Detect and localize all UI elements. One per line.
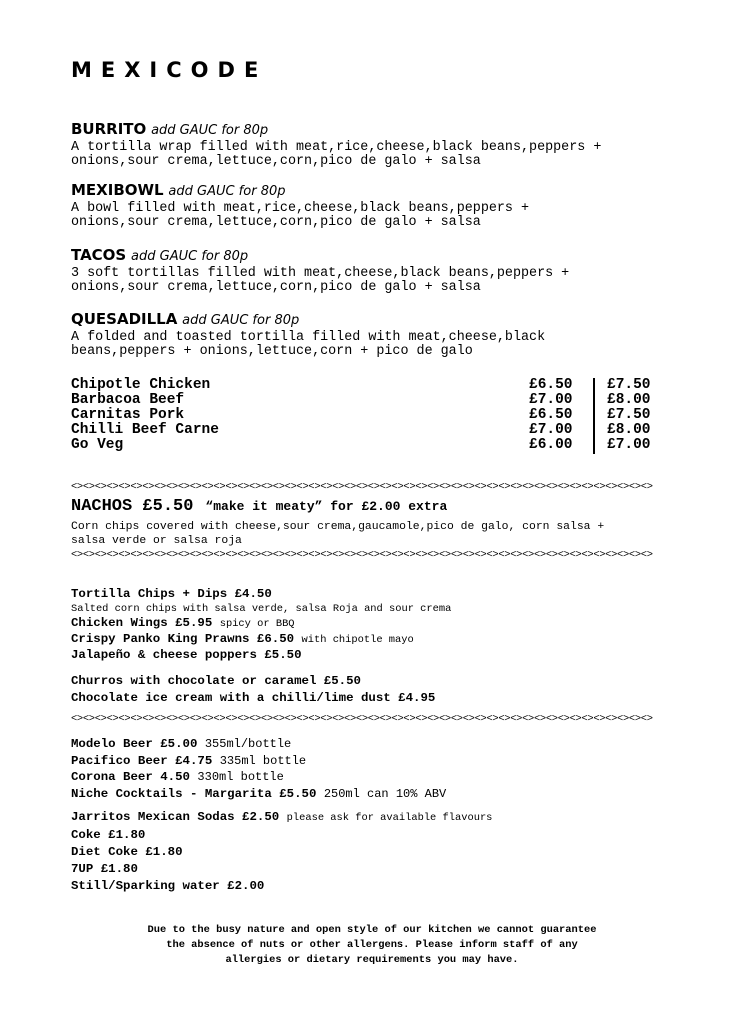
list-item <box>71 786 446 803</box>
section-name: QUESADILLA <box>71 310 178 328</box>
section-tacos <box>71 247 681 294</box>
item-name: Pacifico Beer £4.75 <box>71 753 213 768</box>
separator-line: <><><><><><><><><><><><><><><><><><><><><><><><><><><><><><><><><><><><><><><><><><><><><><><><><> <box>71 481 653 493</box>
filling-name: Chilli Beef Carne <box>71 422 219 438</box>
price-row <box>71 393 671 408</box>
item-note: please ask for available flavours <box>286 812 493 824</box>
sides-list <box>71 587 451 663</box>
item-name: Niche Cocktails - Margarita £5.50 <box>71 786 317 801</box>
filling-price-large: £7.50 <box>607 407 651 423</box>
item-note: with chipotle mayo <box>301 634 414 646</box>
section-heading <box>71 311 681 329</box>
section-addon: add GAUC for 80p <box>182 313 300 328</box>
list-item <box>71 827 492 844</box>
nachos-meaty-option: “make it meaty” for £2.00 extra <box>205 499 448 514</box>
section-description: A bowl filled with meat,rice,cheese,black beans,peppers + onions,sour crema,lettuce,corn,pico de galo + salsa <box>71 201 530 230</box>
list-item <box>71 861 492 878</box>
item-name: Crispy Panko King Prawns £6.50 <box>71 632 295 646</box>
item-name: Diet Coke £1.80 <box>71 845 183 859</box>
drinks-list <box>71 736 446 802</box>
filling-price-single: £6.50 <box>529 377 573 393</box>
price-row <box>71 438 671 453</box>
price-row <box>71 408 671 423</box>
section-description: A tortilla wrap filled with meat,rice,cheese,black beans,peppers + onions,sour crema,lettuce,corn,pico de galo + salsa <box>71 140 602 169</box>
nachos-heading <box>71 497 447 516</box>
list-item <box>71 602 451 616</box>
list-item <box>71 690 435 707</box>
list-item <box>71 769 446 786</box>
item-name: Jalapeño & cheese poppers £5.50 <box>71 648 302 662</box>
section-description: A folded and toasted tortilla filled with meat,cheese,black beans,peppers + onions,lettuce,corn + pico de galo <box>71 330 546 359</box>
list-item <box>71 736 446 753</box>
price-row <box>71 423 671 438</box>
section-heading <box>71 247 681 265</box>
section-addon: add GAUC for 80p <box>168 184 286 199</box>
list-item <box>71 632 451 648</box>
allergen-notice: Due to the busy nature and open style of our kitchen we cannot guarantee the absence of nuts or other allergens. Please inform staff of any allergies or dietary requirements you may have. <box>147 924 597 966</box>
section-quesadilla <box>71 311 681 358</box>
list-item <box>71 648 451 663</box>
desserts-list <box>71 673 435 707</box>
list-item <box>71 753 446 770</box>
filling-price-large: £8.00 <box>607 392 651 408</box>
section-name: MEXIBOWL <box>71 181 164 199</box>
filling-price-single: £7.00 <box>529 422 573 438</box>
item-note: Salted corn chips with salsa verde, salsa Roja and sour crema <box>71 603 452 615</box>
filling-price-single: £6.50 <box>529 407 573 423</box>
section-heading <box>71 121 681 139</box>
item-note: 335ml bottle <box>219 753 307 768</box>
list-item <box>71 616 451 632</box>
list-item <box>71 878 492 895</box>
filling-price-single: £7.00 <box>529 392 573 408</box>
price-row <box>71 378 671 393</box>
filling-price-large: £8.00 <box>607 422 651 438</box>
item-note: 355ml/bottle <box>204 737 292 751</box>
item-name: Still/Sparking water £2.00 <box>71 879 265 893</box>
filling-price-large: £7.50 <box>607 377 651 393</box>
filling-name: Chipotle Chicken <box>71 377 211 393</box>
nachos-description: Corn chips covered with cheese,sour crema,gaucamole,pico de galo, corn salsa + salsa verde or salsa roja <box>71 521 605 547</box>
item-note: 250ml can 10% ABV <box>323 786 447 801</box>
filling-price-large: £7.00 <box>607 437 651 453</box>
separator-line: <><><><><><><><><><><><><><><><><><><><><><><><><><><><><><><><><><><><><><><><><><><><><><><><><> <box>71 713 653 725</box>
item-note: spicy or BBQ <box>219 618 295 630</box>
soft-drinks-list <box>71 809 492 895</box>
filling-name: Go Veg <box>71 437 124 453</box>
section-description: 3 soft tortillas filled with meat,cheese,black beans,peppers + onions,sour crema,lettuce,corn,pico de galo + salsa <box>71 266 570 295</box>
item-note: 330ml bottle <box>197 770 284 784</box>
fillings-price-table <box>71 378 671 453</box>
list-item <box>71 844 492 861</box>
item-name: Tortilla Chips + Dips £4.50 <box>71 587 272 601</box>
menu-title: MEXICODE <box>71 58 268 82</box>
item-name: 7UP £1.80 <box>71 862 138 876</box>
list-item <box>71 809 492 827</box>
item-name: Chocolate ice cream with a chilli/lime dust £4.95 <box>71 691 436 705</box>
nachos-title: NACHOS £5.50 <box>71 497 194 516</box>
item-name: Modelo Beer £5.00 <box>71 737 198 751</box>
list-item <box>71 673 435 690</box>
separator-line: <><><><><><><><><><><><><><><><><><><><><><><><><><><><><><><><><><><><><><><><><><><><><><><><><> <box>71 549 653 561</box>
filling-price-single: £6.00 <box>529 437 573 453</box>
item-name: Coke £1.80 <box>71 828 146 842</box>
list-item <box>71 587 451 602</box>
section-name: TACOS <box>71 246 127 264</box>
section-burrito <box>71 121 681 168</box>
section-addon: add GAUC for 80p <box>151 123 269 138</box>
section-name: BURRITO <box>71 120 147 138</box>
section-addon: add GAUC for 80p <box>131 249 249 264</box>
item-name: Churros with chocolate or caramel £5.50 <box>71 674 361 688</box>
section-heading <box>71 182 681 200</box>
item-name: Corona Beer 4.50 <box>71 770 190 784</box>
section-mexibowl <box>71 182 681 229</box>
filling-name: Barbacoa Beef <box>71 392 185 408</box>
item-name: Jarritos Mexican Sodas £2.50 <box>71 810 280 824</box>
filling-name: Carnitas Pork <box>71 407 185 423</box>
item-name: Chicken Wings £5.95 <box>71 616 213 630</box>
